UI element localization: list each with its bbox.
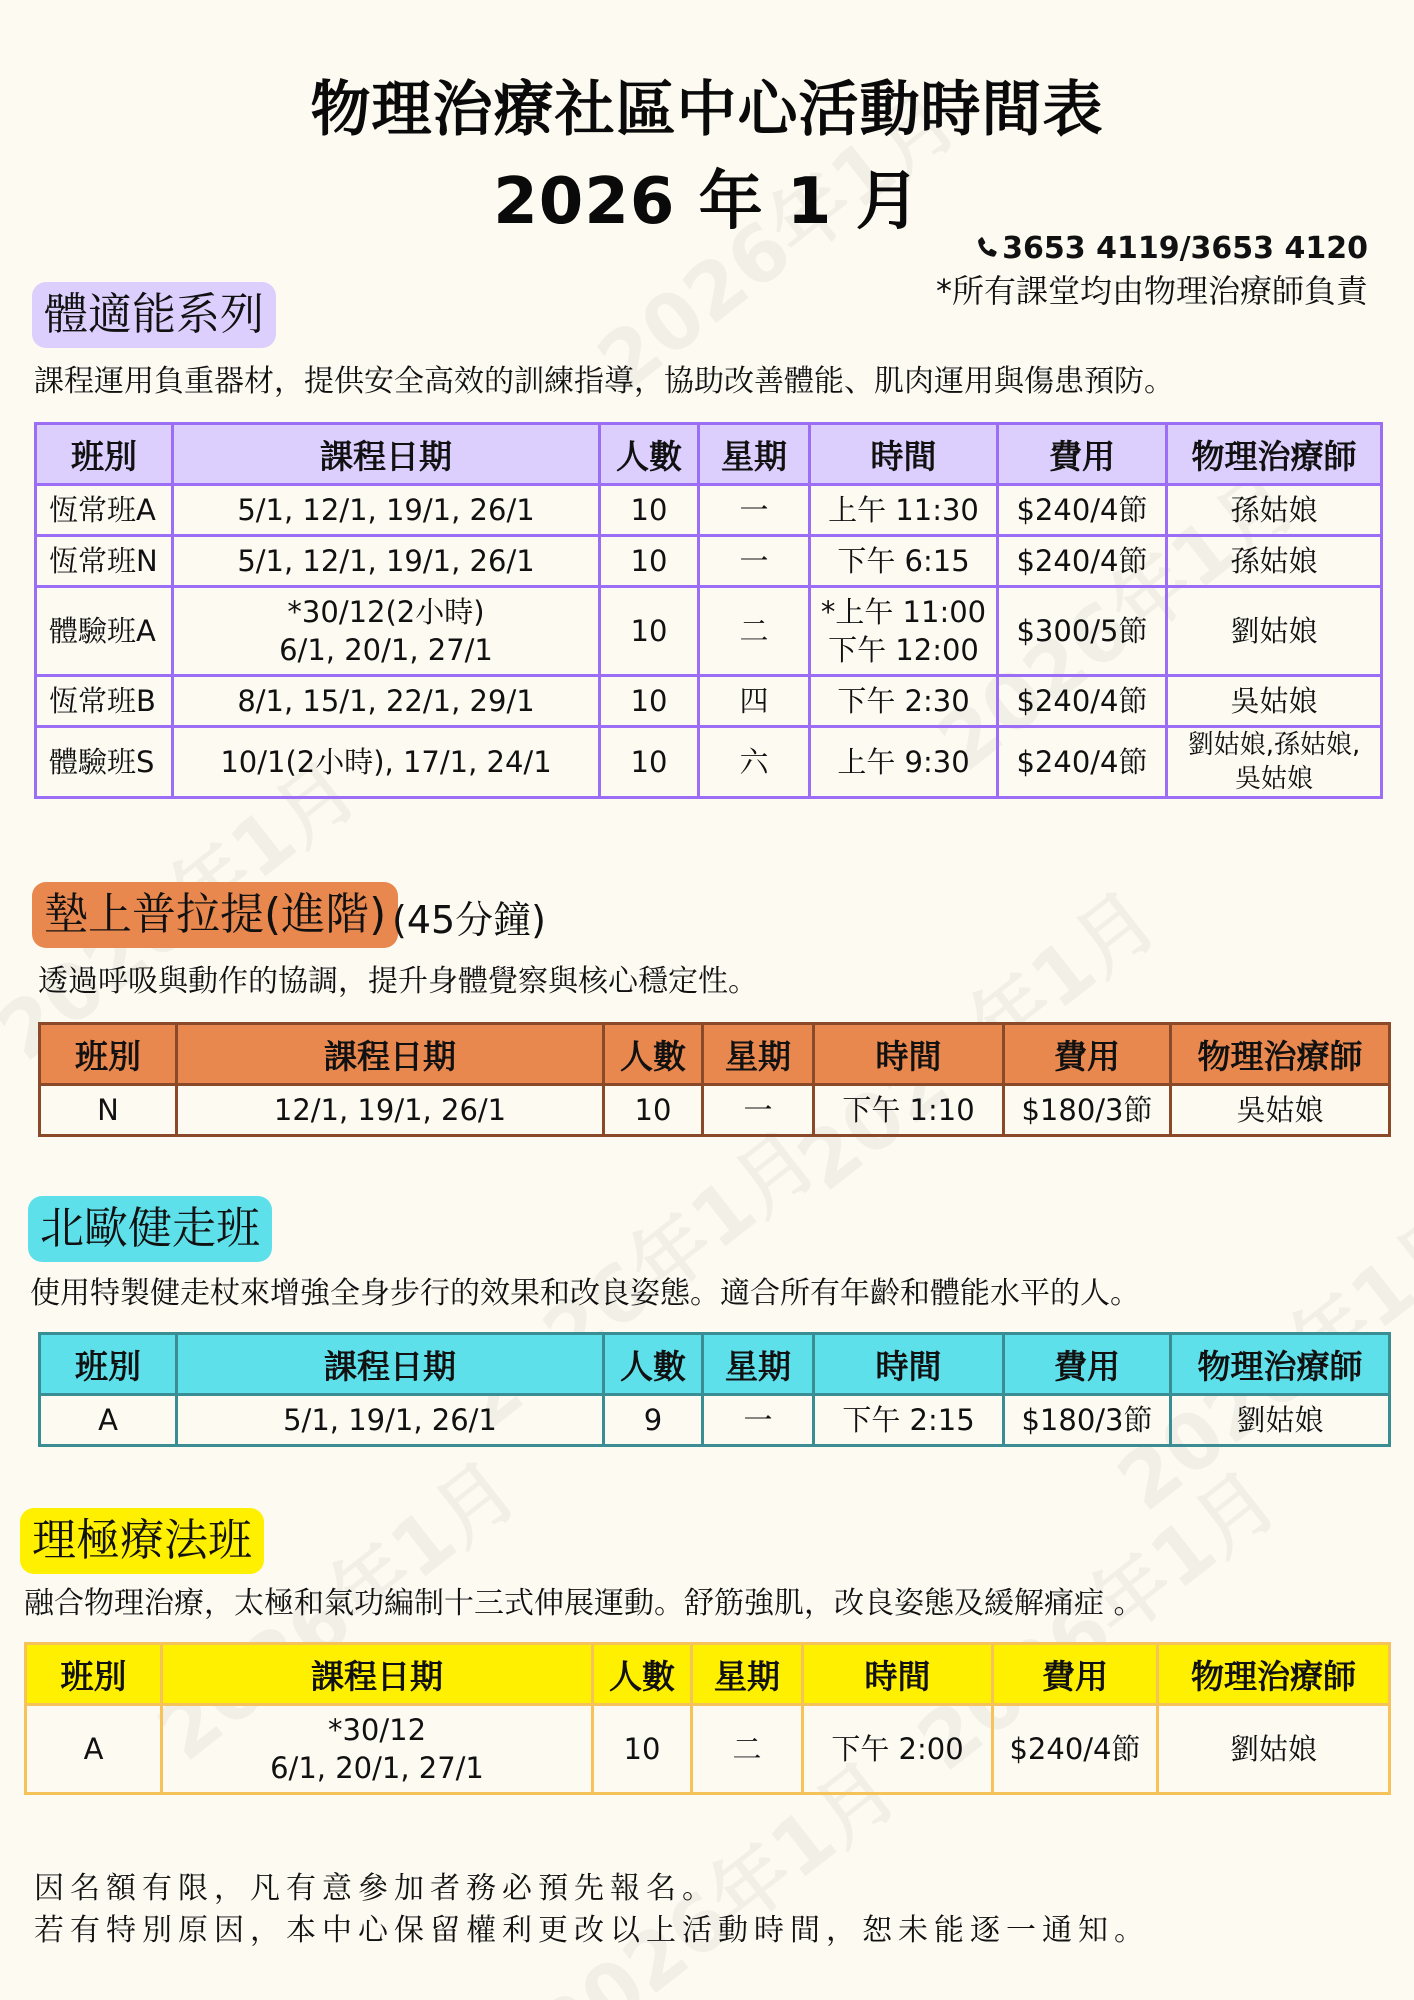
cell-therapist-line: 吳姑娘 (1230, 684, 1318, 718)
cell-dates-line: 12/1, 19/1, 26/1 (273, 1093, 507, 1127)
cell-dates-line: 6/1, 20/1, 27/1 (279, 633, 493, 667)
cell-class: N (40, 1085, 177, 1136)
pilates-duration: (45分鐘) (392, 898, 547, 942)
cell-time-line: 下午 2:00 (831, 1732, 964, 1766)
cell-dates-line: 5/1, 12/1, 19/1, 26/1 (237, 544, 535, 578)
cell-class: 恆常班A (36, 485, 173, 536)
header-weekday: 星期 (699, 424, 810, 485)
cell-weekday: 一 (699, 485, 810, 536)
cell-fee: $300/5節 (998, 587, 1167, 676)
cell-therapist-line: 劉姑娘 (1229, 1732, 1317, 1766)
cell-therapist-line: 劉姑娘,孫姑娘, (1187, 730, 1361, 760)
cell-weekday: 一 (699, 536, 810, 587)
section-label-fitness: 體適能系列 (32, 282, 276, 348)
walking-table (38, 1332, 1391, 1447)
cell-dates-line: 5/1, 12/1, 19/1, 26/1 (237, 493, 535, 527)
cell-therapist-line: 劉姑娘 (1236, 1403, 1324, 1437)
table-row (36, 676, 1382, 727)
table-header-row (26, 1644, 1390, 1705)
cell-weekday: 二 (699, 587, 810, 676)
cell-time (810, 727, 998, 798)
table-row (36, 536, 1382, 587)
cell-dates (173, 727, 600, 798)
header-count: 人數 (593, 1644, 692, 1705)
header-dates: 課程日期 (162, 1644, 593, 1705)
cell-dates (177, 1395, 604, 1446)
header-time: 時間 (810, 424, 998, 485)
cell-dates-line: *30/12(2小時) (287, 595, 485, 629)
header-count: 人數 (604, 1334, 703, 1395)
cell-dates-line: 6/1, 20/1, 27/1 (270, 1751, 484, 1785)
table-row (40, 1395, 1390, 1446)
fitness-description: 課程運用負重器材，提供安全高效的訓練指導，協助改善體能、肌肉運用與傷患預防。 (34, 364, 1174, 399)
section-label-walking: 北歐健走班 (28, 1196, 272, 1262)
cell-fee: $180/3節 (1004, 1395, 1171, 1446)
cell-time (810, 676, 998, 727)
table-row (26, 1705, 1390, 1794)
walking-description: 使用特製健走杖來增強全身步行的效果和改良姿態。適合所有年齡和體能水平的人。 (30, 1276, 1140, 1311)
header-class: 班別 (36, 424, 173, 485)
header-therapist: 物理治療師 (1167, 424, 1382, 485)
cell-count: 10 (600, 587, 699, 676)
cell-dates (173, 536, 600, 587)
cell-time-line: 下午 6:15 (837, 544, 970, 578)
cell-fee: $240/4節 (998, 727, 1167, 798)
cell-time-line: 上午 9:30 (837, 745, 970, 779)
cell-time (814, 1395, 1004, 1446)
footer-line-1: 因名額有限，凡有意參加者務必預先報名。 (34, 1871, 718, 1906)
cell-time (814, 1085, 1004, 1136)
section-label-pilates (32, 882, 398, 948)
header-weekday: 星期 (703, 1334, 814, 1395)
cell-therapist (1171, 1395, 1390, 1446)
pilates-label-text: 墊上普拉提(進階) (44, 889, 387, 940)
cell-count: 10 (600, 727, 699, 798)
header-weekday: 星期 (703, 1024, 814, 1085)
header-class: 班別 (26, 1644, 162, 1705)
cell-time-line: 下午 12:00 (828, 633, 979, 667)
cell-class: A (40, 1395, 177, 1446)
cell-therapist-line: 孫姑娘 (1230, 493, 1318, 527)
cell-class: 恆常班N (36, 536, 173, 587)
table-header-row (40, 1334, 1390, 1395)
cell-count: 10 (593, 1705, 692, 1794)
cell-therapist (1167, 485, 1382, 536)
header-weekday: 星期 (692, 1644, 803, 1705)
cell-time-line: 下午 1:10 (842, 1093, 975, 1127)
table-row (36, 485, 1382, 536)
header-class: 班別 (40, 1334, 177, 1395)
contact-block (936, 228, 1368, 312)
cell-fee: $240/4節 (998, 676, 1167, 727)
table-header-row (40, 1024, 1390, 1085)
footer-line-2: 若有特別原因，本中心保留權利更改以上活動時間，恕未能逐一通知。 (34, 1913, 1150, 1948)
page-title: 物理治療社區中心活動時間表 (310, 75, 1104, 145)
cell-dates (162, 1705, 593, 1794)
cell-therapist (1167, 587, 1382, 676)
header-time: 時間 (814, 1024, 1004, 1085)
cell-count: 10 (600, 676, 699, 727)
cell-dates-line: 8/1, 15/1, 22/1, 29/1 (237, 684, 535, 718)
pilates-description: 透過呼吸與動作的協調，提升身體覺察與核心穩定性。 (38, 964, 758, 999)
phone-icon (974, 234, 1000, 262)
cell-weekday: 四 (699, 676, 810, 727)
cell-therapist-line: 吳姑娘 (1236, 1093, 1324, 1127)
header-count: 人數 (604, 1024, 703, 1085)
header-dates: 課程日期 (173, 424, 600, 485)
section-label-taichi: 理極療法班 (20, 1508, 264, 1574)
cell-weekday: 二 (692, 1705, 803, 1794)
header-fee: 費用 (1004, 1024, 1171, 1085)
cell-weekday: 六 (699, 727, 810, 798)
therapist-note: *所有課堂均由物理治療師負責 (935, 272, 1368, 310)
cell-count: 9 (604, 1395, 703, 1446)
pilates-table (38, 1022, 1391, 1137)
footer-notice (34, 1868, 1150, 1952)
cell-class: 體驗班S (36, 727, 173, 798)
header-therapist: 物理治療師 (1158, 1644, 1390, 1705)
header-dates: 課程日期 (177, 1024, 604, 1085)
header-time: 時間 (814, 1334, 1004, 1395)
cell-time (810, 536, 998, 587)
table-row (36, 727, 1382, 798)
header-time: 時間 (803, 1644, 993, 1705)
cell-therapist-line: 吳姑娘 (1234, 764, 1313, 794)
cell-dates (173, 676, 600, 727)
cell-therapist (1158, 1705, 1390, 1794)
cell-fee: $240/4節 (998, 485, 1167, 536)
cell-fee: $240/4節 (998, 536, 1167, 587)
cell-count: 10 (600, 536, 699, 587)
header-count: 人數 (600, 424, 699, 485)
cell-time-line: 下午 2:15 (842, 1403, 975, 1437)
header-fee: 費用 (1004, 1334, 1171, 1395)
cell-dates-line: *30/12 (327, 1713, 427, 1747)
cell-class: 恆常班B (36, 676, 173, 727)
fitness-table (34, 422, 1383, 799)
cell-therapist (1171, 1085, 1390, 1136)
cell-class: 體驗班A (36, 587, 173, 676)
table-header-row (36, 424, 1382, 485)
cell-time (810, 485, 998, 536)
phone-number-text: 3653 4119/3653 4120 (1002, 231, 1368, 266)
cell-count: 10 (600, 485, 699, 536)
cell-dates (173, 485, 600, 536)
header-fee: 費用 (993, 1644, 1158, 1705)
header-fee: 費用 (998, 424, 1167, 485)
cell-dates-line: 5/1, 19/1, 26/1 (283, 1403, 497, 1437)
cell-therapist (1167, 676, 1382, 727)
cell-class: A (26, 1705, 162, 1794)
cell-time (803, 1705, 993, 1794)
cell-time (810, 587, 998, 676)
cell-count: 10 (604, 1085, 703, 1136)
cell-therapist (1167, 727, 1382, 798)
cell-weekday: 一 (703, 1085, 814, 1136)
table-row (40, 1085, 1390, 1136)
cell-dates-line: 10/1(2小時), 17/1, 24/1 (220, 745, 552, 779)
cell-dates (173, 587, 600, 676)
cell-therapist-line: 孫姑娘 (1230, 544, 1318, 578)
cell-therapist-line: 劉姑娘 (1230, 614, 1318, 648)
header-therapist: 物理治療師 (1171, 1024, 1390, 1085)
cell-dates (177, 1085, 604, 1136)
cell-weekday: 一 (703, 1395, 814, 1446)
header-class: 班別 (40, 1024, 177, 1085)
phone-number (936, 228, 1368, 270)
cell-time-line: *上午 11:00 (820, 595, 987, 629)
cell-fee: $240/4節 (993, 1705, 1158, 1794)
cell-time-line: 上午 11:30 (828, 493, 979, 527)
cell-therapist (1167, 536, 1382, 587)
taichi-description: 融合物理治療，太極和氣功編制十三式伸展運動。舒筋強肌，改良姿態及緩解痛症 。 (24, 1586, 1144, 1621)
table-row (36, 587, 1382, 676)
header-dates: 課程日期 (177, 1334, 604, 1395)
header-therapist: 物理治療師 (1171, 1334, 1390, 1395)
page-subtitle: 2026 年 1 月 (493, 165, 921, 239)
cell-time-line: 下午 2:30 (837, 684, 970, 718)
cell-fee: $180/3節 (1004, 1085, 1171, 1136)
taichi-table (24, 1642, 1391, 1795)
